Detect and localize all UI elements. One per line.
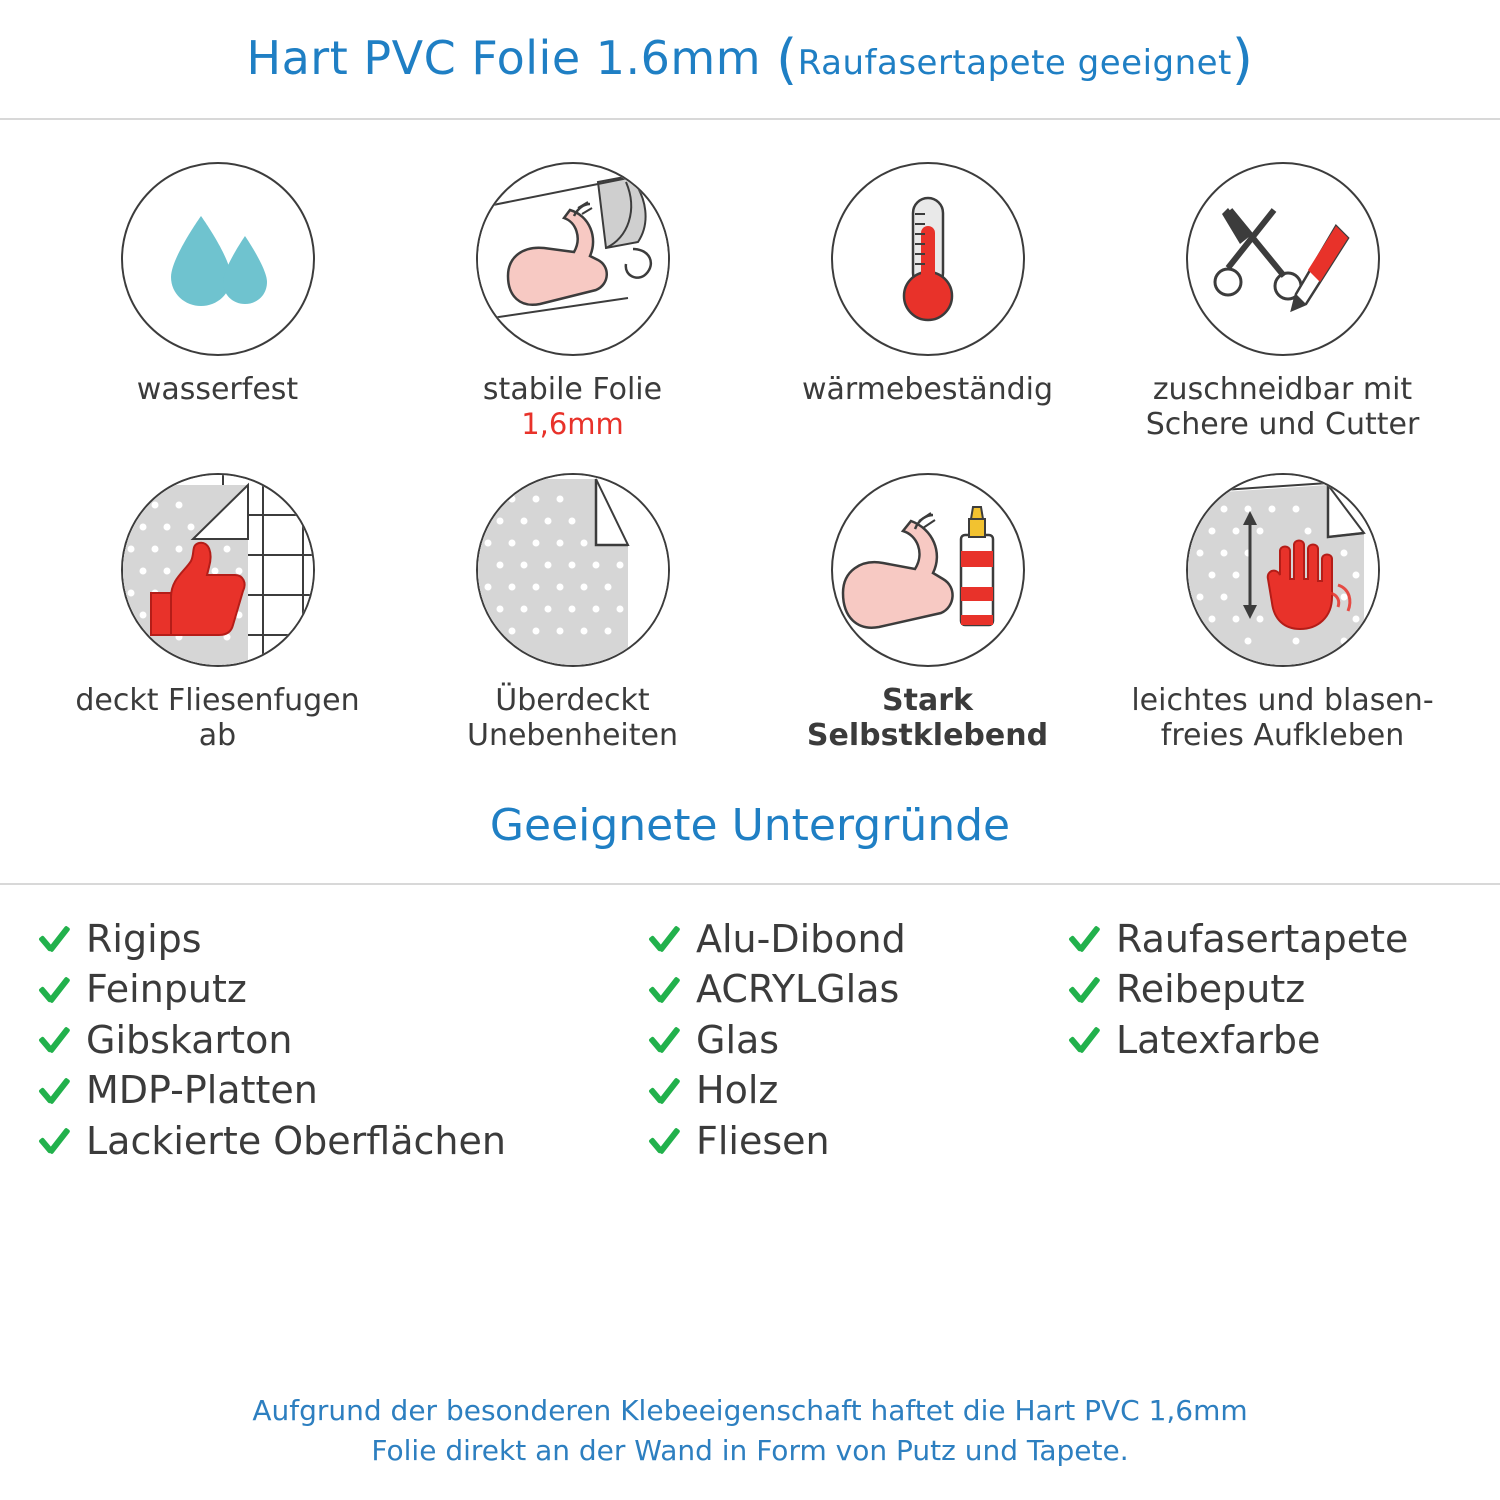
feature-caption (137, 372, 298, 407)
list-item-label: Reibeputz (1116, 967, 1306, 1012)
feature-icon-circle (476, 473, 670, 667)
feature-caption-text: stabile Folie (482, 372, 663, 407)
list-item (646, 1016, 1066, 1065)
feature-caption-text: wärmebeständig (801, 372, 1054, 407)
list-item-label: MDP-Platten (86, 1068, 318, 1113)
feature-icon-circle (121, 162, 315, 356)
feature-caption (1118, 372, 1448, 443)
feature-caption-text: leichtes und blasen- freies Aufkleben (1131, 682, 1434, 754)
list-item (646, 1117, 1066, 1166)
check-icon (646, 922, 680, 956)
check-icon (36, 922, 70, 956)
list-item (36, 1066, 646, 1115)
list-item-label: Raufasertapete (1116, 916, 1409, 961)
feature-item (40, 162, 395, 443)
feature-icon-circle (1186, 473, 1380, 667)
check-icon (36, 1023, 70, 1057)
check-icon (646, 1023, 680, 1057)
list-item-label: Fliesen (696, 1119, 830, 1164)
footnote (0, 1391, 1500, 1472)
list-item (36, 965, 646, 1014)
list-item (1066, 965, 1464, 1014)
foil-peel-icon (478, 475, 668, 665)
features-grid (0, 120, 1500, 754)
thermometer-icon (833, 164, 1023, 354)
feature-caption-text: deckt Fliesenfugen ab (75, 682, 360, 754)
title-main: Hart PVC Folie 1.6mm (246, 30, 762, 85)
list-item-label: Lackierte Oberflächen (86, 1119, 506, 1164)
feature-caption-text: wasserfest (136, 372, 299, 407)
list-item (36, 1117, 646, 1166)
list-item-label: Latexfarbe (1116, 1017, 1321, 1062)
list-item (1066, 1016, 1464, 1065)
thumbs-up-tiles-icon (123, 475, 313, 665)
list-item-label: Holz (696, 1068, 779, 1113)
feature-thickness-label: 1,6mm (521, 407, 624, 442)
substrates-list (0, 885, 1500, 1166)
feature-caption (483, 372, 662, 442)
feature-item (1105, 162, 1460, 443)
check-icon (1066, 973, 1100, 1007)
feature-item (750, 473, 1105, 754)
check-icon (646, 973, 680, 1007)
footnote-line-2: Folie direkt an der Wand in Form von Putz und Tapete. (371, 1434, 1129, 1468)
title-paren-open: ( (776, 27, 798, 91)
hand-smoothing-icon (1188, 475, 1378, 665)
title-sub: Raufasertapete geeignet (797, 42, 1232, 83)
check-icon (646, 1074, 680, 1108)
feature-caption (53, 683, 383, 754)
list-item (646, 965, 1066, 1014)
list-item (646, 915, 1066, 964)
water-drops-icon (123, 164, 313, 354)
feature-caption-text: Überdeckt Unebenheiten (467, 682, 678, 754)
section-header (0, 800, 1500, 885)
check-icon (36, 973, 70, 1007)
list-item-label: Feinputz (86, 967, 247, 1012)
feature-caption (408, 683, 738, 754)
feature-caption (763, 683, 1093, 754)
section-title: Geeignete Untergründe (489, 799, 1011, 851)
arm-glue-tube-icon (833, 475, 1023, 665)
check-icon (36, 1074, 70, 1108)
list-item-label: Glas (696, 1017, 780, 1062)
feature-icon-circle (831, 162, 1025, 356)
list-item-label: Alu-Dibond (696, 916, 906, 961)
title-paren-close: ) (1231, 27, 1254, 91)
check-icon (36, 1124, 70, 1158)
list-item (1066, 915, 1464, 964)
strong-arm-foil-icon (478, 164, 668, 354)
feature-item (395, 473, 750, 754)
check-icon (646, 1124, 680, 1158)
feature-icon-circle (831, 473, 1025, 667)
list-item-label: ACRYLGlas (696, 967, 900, 1012)
list-item-label: Gibskarton (86, 1017, 293, 1062)
feature-item (750, 162, 1105, 443)
check-icon (1066, 922, 1100, 956)
feature-caption-text: zuschneidbar mit Schere und Cutter (1145, 372, 1420, 443)
substrates-column-2 (646, 915, 1066, 1166)
list-item (646, 1066, 1066, 1115)
check-icon (1066, 1023, 1100, 1057)
feature-item (395, 162, 750, 443)
list-item (36, 1016, 646, 1065)
feature-item (40, 473, 395, 754)
feature-caption (1118, 683, 1448, 754)
feature-caption (802, 372, 1053, 407)
substrates-column-3 (1066, 915, 1464, 1166)
list-item-label: Rigips (86, 916, 202, 961)
page-title (247, 28, 1254, 91)
substrates-column-1 (36, 915, 646, 1166)
feature-icon-circle (121, 473, 315, 667)
list-item (36, 915, 646, 964)
footnote-line-1: Aufgrund der besonderen Klebeeigenschaft haftet die Hart PVC 1,6mm (252, 1393, 1248, 1427)
feature-icon-circle (1186, 162, 1380, 356)
page-header (0, 0, 1500, 120)
feature-icon-circle (476, 162, 670, 356)
feature-caption-text: Stark Selbstklebend (806, 682, 1049, 754)
scissors-cutter-icon (1188, 164, 1378, 354)
feature-item (1105, 473, 1460, 754)
